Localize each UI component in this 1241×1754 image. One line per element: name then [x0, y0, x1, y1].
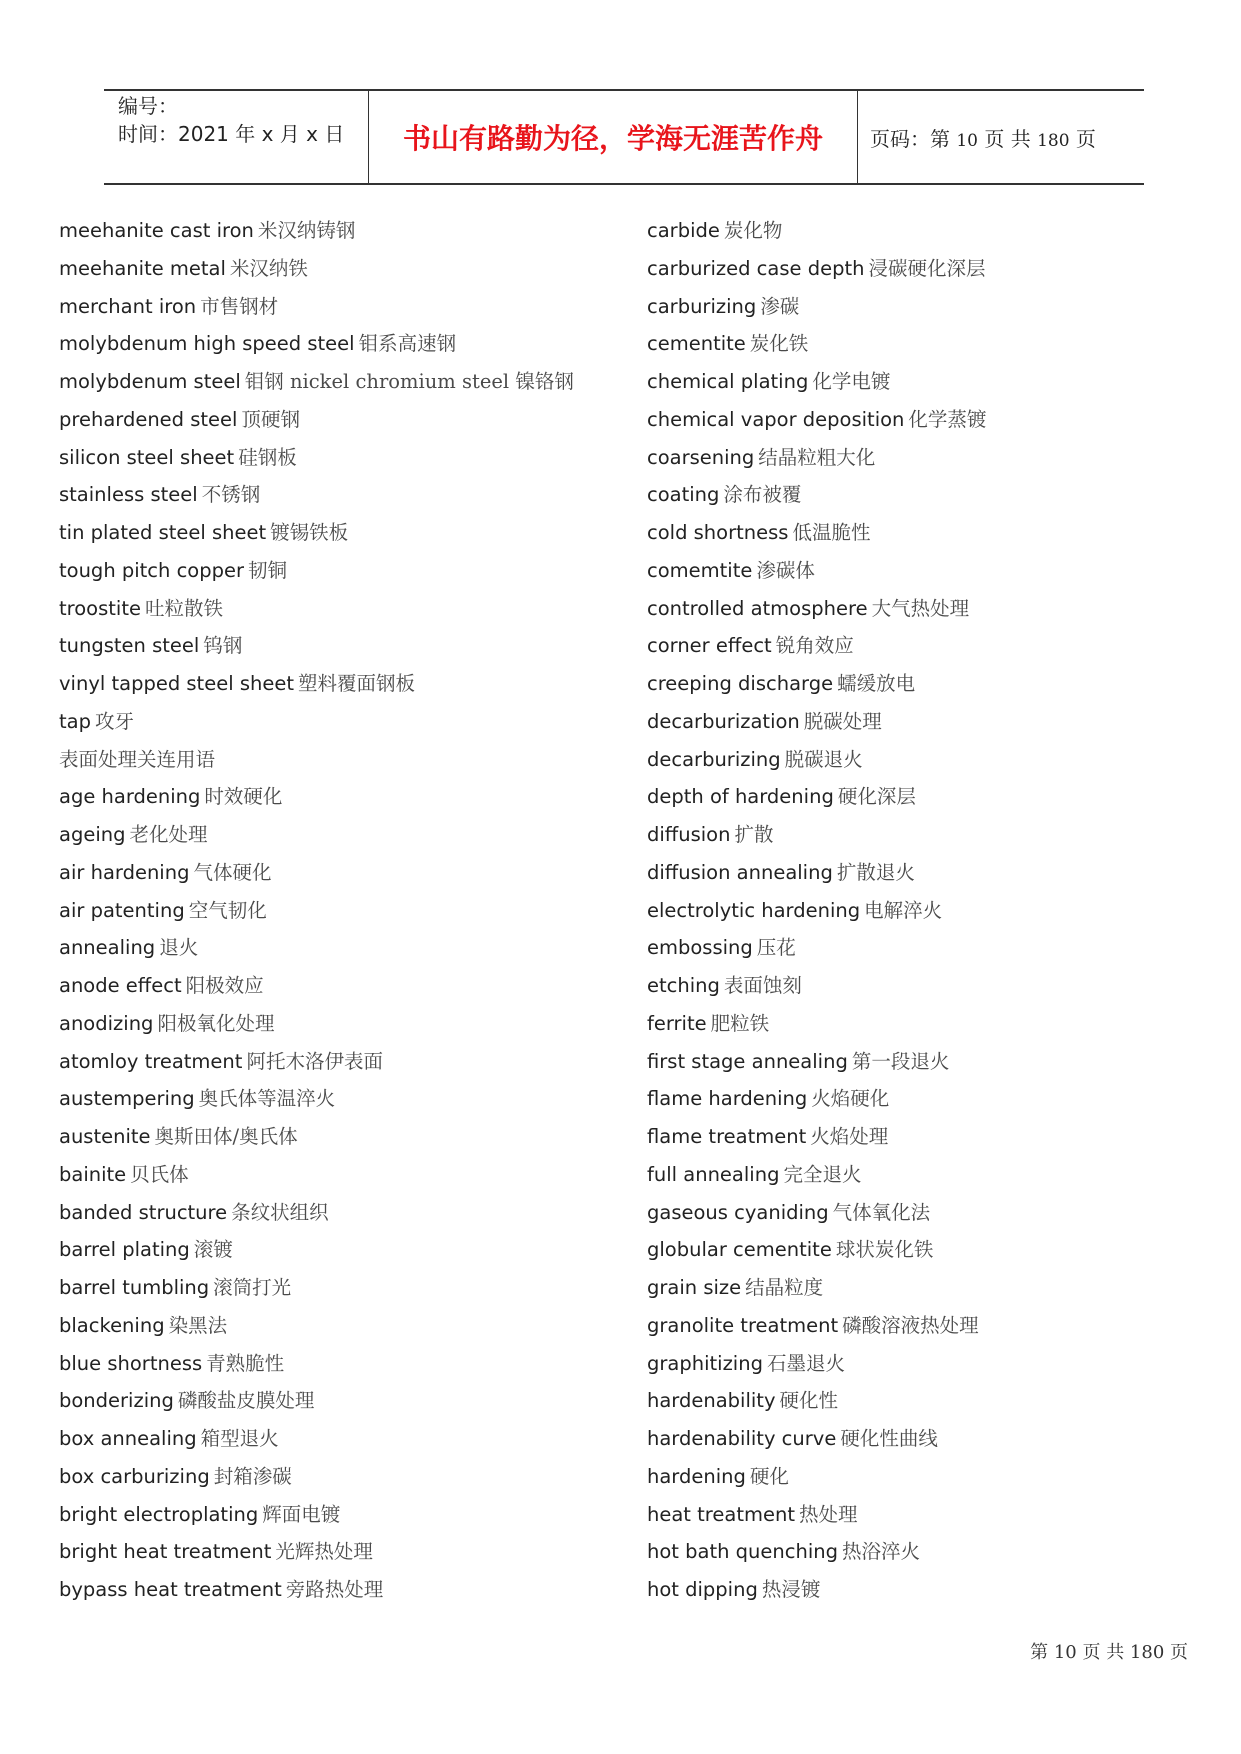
glossary-entry — [647, 1080, 1207, 1118]
term-chinese: 磷酸盐皮膜处理 — [177, 1389, 315, 1413]
term-chinese: 奥斯田体/奥氏体 — [154, 1125, 298, 1148]
term-chinese: 球状炭化铁 — [835, 1238, 934, 1262]
term-english: tungsten steel — [59, 634, 200, 658]
term-english: ageing — [59, 823, 126, 846]
document-date: 时间：2021 年 x 月 x 日 — [118, 122, 345, 146]
glossary-entry — [59, 778, 619, 816]
glossary-entry — [647, 892, 1207, 930]
term-chinese: 完全退火 — [783, 1162, 862, 1186]
term-english: carburized case depth — [647, 256, 865, 280]
glossary-entry — [647, 1420, 1207, 1458]
term-chinese: 肥粒铁 — [710, 1011, 770, 1035]
term-chinese: 钨钢 — [203, 634, 243, 658]
term-english: hardenability curve — [647, 1427, 837, 1450]
term-english: vinyl tapped steel sheet — [59, 672, 294, 695]
term-english: first stage annealing — [647, 1049, 848, 1073]
term-english: banded structure — [59, 1200, 228, 1224]
term-english: air patenting — [59, 898, 185, 922]
glossary-entry — [59, 476, 619, 514]
term-english: coating — [647, 483, 720, 507]
term-english: atomloy treatment — [59, 1049, 243, 1073]
term-chinese: 炭化物 — [723, 219, 783, 242]
glossary-entry — [647, 1307, 1207, 1345]
glossary-entry — [59, 665, 619, 703]
glossary-entry — [647, 1458, 1207, 1496]
term-chinese: 空气韧化 — [188, 898, 267, 922]
term-english: meehanite cast iron — [59, 219, 254, 242]
term-chinese: 化学电镀 — [812, 370, 891, 393]
glossary-entry — [647, 439, 1207, 477]
glossary-entry — [647, 212, 1207, 250]
term-chinese: 阿托木洛伊表面 — [246, 1049, 383, 1073]
glossary-entry — [59, 363, 619, 401]
term-chinese: 火焰硬化 — [811, 1087, 890, 1111]
term-english: barrel tumbling — [59, 1276, 210, 1299]
term-english: troostite — [59, 596, 141, 620]
term-chinese: 热处理 — [798, 1502, 858, 1526]
term-chinese: 滚镀 — [193, 1238, 233, 1262]
term-english: age hardening — [59, 785, 201, 809]
term-chinese: 染黑法 — [168, 1313, 228, 1337]
glossary-entry — [647, 250, 1207, 288]
glossary-entry — [647, 1533, 1207, 1571]
term-chinese: 塑料覆面钢板 — [297, 672, 415, 695]
glossary-entry — [647, 967, 1207, 1005]
term-chinese: 硬化 — [749, 1464, 789, 1488]
glossary-entry — [647, 590, 1207, 628]
term-chinese: 表面蚀刻 — [723, 974, 802, 997]
term-english: embossing — [647, 936, 753, 960]
term-english: bainite — [59, 1162, 127, 1186]
term-chinese: 钼系高速钢 — [358, 332, 457, 356]
glossary-right-column — [647, 212, 1207, 1609]
term-chinese: 第一段退火 — [851, 1049, 950, 1073]
term-chinese: 阳极氧化处理 — [157, 1011, 275, 1035]
term-chinese: 米汉纳铸钢 — [257, 219, 356, 242]
term-chinese: 低温脆性 — [792, 521, 871, 544]
glossary-entry — [647, 552, 1207, 590]
glossary-entry — [647, 363, 1207, 401]
term-chinese: 大气热处理 — [871, 596, 970, 620]
term-english: carbide — [647, 219, 720, 242]
glossary-entry — [59, 1194, 619, 1232]
term-chinese: 硬化深层 — [837, 785, 916, 809]
glossary-entry — [59, 288, 619, 326]
term-english: prehardened steel — [59, 407, 238, 431]
term-english: silicon steel sheet — [59, 445, 235, 469]
glossary-entry — [59, 1005, 619, 1043]
term-chinese: 涂布被覆 — [723, 483, 802, 507]
glossary-entry — [647, 1496, 1207, 1534]
glossary-entry — [59, 1043, 619, 1081]
term-english: molybdenum high speed steel — [59, 332, 355, 356]
term-chinese: 气体氧化法 — [832, 1200, 931, 1224]
glossary-entry — [647, 401, 1207, 439]
header-motto-cell — [369, 91, 858, 183]
term-english: anodizing — [59, 1011, 154, 1035]
page-footer: 第 10 页 共 180 页 — [1030, 1642, 1188, 1663]
term-chinese: 渗碳体 — [756, 558, 815, 582]
term-english: diffusion — [647, 823, 731, 846]
glossary-entry — [59, 816, 619, 854]
term-chinese: 韧铜 — [248, 558, 288, 582]
term-chinese: 阳极效应 — [185, 974, 264, 997]
term-english: hardening — [647, 1464, 746, 1488]
term-english: tin plated steel sheet — [59, 521, 267, 544]
glossary-entry — [59, 967, 619, 1005]
glossary-entry — [647, 325, 1207, 363]
term-chinese: 浸碳硬化深层 — [868, 256, 986, 280]
glossary-entry — [59, 514, 619, 552]
term-chinese: 奥氏体等温淬火 — [198, 1087, 336, 1111]
term-chinese: 硬化性 — [779, 1389, 838, 1413]
glossary-entry — [647, 741, 1207, 779]
term-english: grain size — [647, 1276, 742, 1299]
glossary-entry — [647, 1118, 1207, 1156]
glossary-entry — [647, 627, 1207, 665]
glossary-entry — [59, 929, 619, 967]
term-chinese: 蠕缓放电 — [837, 672, 916, 695]
term-english: bright electroplating — [59, 1502, 259, 1526]
term-english: diffusion annealing — [647, 860, 833, 884]
term-english: box annealing — [59, 1427, 197, 1450]
term-english: hot bath quenching — [647, 1540, 838, 1564]
term-chinese: 磷酸溶液热处理 — [842, 1313, 979, 1337]
term-chinese: 光辉热处理 — [275, 1540, 373, 1564]
term-english: bypass heat treatment — [59, 1578, 282, 1601]
term-chinese: 脱碳处理 — [803, 709, 882, 733]
glossary-entry — [647, 929, 1207, 967]
term-english: flame hardening — [647, 1087, 808, 1111]
glossary-entry — [647, 1345, 1207, 1383]
term-chinese: 老化处理 — [129, 823, 208, 846]
term-chinese: 箱型退火 — [200, 1427, 279, 1450]
glossary-entry — [59, 1118, 619, 1156]
glossary-entry — [59, 1382, 619, 1420]
term-english: blackening — [59, 1313, 165, 1337]
term-english: barrel plating — [59, 1238, 190, 1262]
term-chinese: 压花 — [756, 936, 796, 960]
term-english: austempering — [59, 1087, 195, 1111]
glossary-entry — [647, 1382, 1207, 1420]
term-english: comemtite — [647, 558, 753, 582]
glossary-entry — [647, 1005, 1207, 1043]
term-english: hot dipping — [647, 1578, 758, 1601]
term-english: carburizing — [647, 294, 757, 318]
glossary-entry — [647, 1043, 1207, 1081]
term-english: meehanite metal — [59, 256, 226, 280]
term-english: merchant iron — [59, 294, 197, 318]
term-chinese: 石墨退火 — [766, 1351, 845, 1375]
term-chinese: 炭化铁 — [749, 332, 809, 356]
term-english: decarburizing — [647, 747, 781, 771]
glossary-entry — [59, 1420, 619, 1458]
header-page-cell — [858, 91, 1144, 183]
glossary-entry — [59, 1345, 619, 1383]
term-english: graphitizing — [647, 1351, 763, 1375]
term-chinese: 退火 — [159, 936, 199, 960]
glossary-entry — [59, 703, 619, 741]
term-chinese: 吐粒散铁 — [144, 596, 223, 620]
term-chinese: 硬化性曲线 — [840, 1427, 938, 1450]
glossary-entry — [59, 1231, 619, 1269]
glossary-entry — [59, 552, 619, 590]
glossary-entry — [59, 1156, 619, 1194]
term-english: creeping discharge — [647, 672, 834, 695]
section-heading-text: 表面处理关连用语 — [59, 747, 216, 771]
term-chinese: 滚筒打光 — [213, 1276, 292, 1299]
glossary-entry — [59, 1307, 619, 1345]
term-english: electrolytic hardening — [647, 898, 861, 922]
term-english: austenite — [59, 1125, 151, 1148]
term-english: globular cementite — [647, 1238, 832, 1262]
glossary-entry — [647, 1231, 1207, 1269]
term-english: air hardening — [59, 860, 190, 884]
term-chinese: 辉面电镀 — [262, 1502, 341, 1526]
term-english: anode effect — [59, 974, 182, 997]
glossary-entry — [59, 1496, 619, 1534]
header-page-number: 页码：第 10 页 共 180 页 — [870, 126, 1096, 151]
term-chinese: 火焰处理 — [810, 1125, 889, 1148]
term-chinese: 市售钢材 — [200, 294, 279, 318]
term-english: heat treatment — [647, 1502, 795, 1526]
term-chinese: 青熟脆性 — [206, 1351, 285, 1375]
glossary-left-column — [59, 212, 619, 1609]
term-english: cold shortness — [647, 521, 789, 544]
term-chinese: 硅钢板 — [238, 445, 297, 469]
glossary-entry — [59, 325, 619, 363]
term-english: depth of hardening — [647, 785, 834, 809]
term-english: coarsening — [647, 445, 755, 469]
term-chinese: 锐角效应 — [775, 634, 854, 658]
glossary-entry — [59, 1571, 619, 1609]
glossary-entry — [59, 1458, 619, 1496]
term-english: cementite — [647, 332, 746, 356]
glossary-entry — [59, 250, 619, 288]
glossary-entry — [647, 1269, 1207, 1307]
term-chinese: 条纹状组织 — [231, 1200, 329, 1224]
glossary-entry — [647, 514, 1207, 552]
term-english: ferrite — [647, 1011, 707, 1035]
section-heading — [59, 741, 619, 779]
glossary-entry — [59, 854, 619, 892]
term-chinese: 米汉纳铁 — [229, 256, 308, 280]
term-english: etching — [647, 974, 720, 997]
header-info-cell — [104, 91, 369, 183]
term-english: molybdenum steel — [59, 370, 241, 393]
glossary-entry — [647, 816, 1207, 854]
glossary-entry — [59, 1080, 619, 1118]
term-chinese: 热浸镀 — [761, 1578, 821, 1601]
glossary-entry — [59, 1269, 619, 1307]
term-chinese: 钼钢 nickel chromium steel 镍铬钢 — [244, 370, 574, 393]
term-english: blue shortness — [59, 1351, 203, 1375]
glossary-entry — [59, 439, 619, 477]
term-chinese: 镀锡铁板 — [270, 521, 349, 544]
glossary-entry — [59, 401, 619, 439]
header-motto: 书山有路勤为径，学海无涯苦作舟 — [402, 122, 823, 155]
page-header — [104, 89, 1144, 185]
term-chinese: 化学蒸镀 — [908, 407, 987, 431]
term-english: decarburization — [647, 709, 800, 733]
glossary-entry — [647, 778, 1207, 816]
term-english: granolite treatment — [647, 1313, 839, 1337]
term-chinese: 攻牙 — [94, 709, 134, 733]
glossary-entry — [59, 627, 619, 665]
term-chinese: 脱碳退火 — [784, 747, 863, 771]
term-english: controlled atmosphere — [647, 596, 868, 620]
term-english: flame treatment — [647, 1125, 807, 1148]
term-english: hardenability — [647, 1389, 776, 1413]
glossary-entry — [647, 854, 1207, 892]
glossary-entry — [647, 665, 1207, 703]
document-number-label: 编号： — [118, 94, 178, 118]
term-english: tough pitch copper — [59, 558, 245, 582]
term-english: box carburizing — [59, 1464, 210, 1488]
term-chinese: 扩散退火 — [836, 860, 915, 884]
term-chinese: 气体硬化 — [193, 860, 272, 884]
term-chinese: 旁路热处理 — [285, 1578, 384, 1601]
glossary-entry — [647, 288, 1207, 326]
glossary-entry — [59, 212, 619, 250]
term-chinese: 结晶粒度 — [745, 1276, 824, 1299]
term-chinese: 顶硬钢 — [241, 407, 300, 431]
term-chinese: 贝氏体 — [130, 1162, 189, 1186]
term-chinese: 封箱渗碳 — [213, 1464, 292, 1488]
glossary-entry — [647, 476, 1207, 514]
term-chinese: 时效硬化 — [204, 785, 283, 809]
term-english: bonderizing — [59, 1389, 174, 1413]
term-english: tap — [59, 709, 91, 733]
glossary-entry — [647, 1571, 1207, 1609]
term-chinese: 结晶粒粗大化 — [758, 445, 876, 469]
term-english: stainless steel — [59, 483, 198, 507]
glossary-entry — [647, 1156, 1207, 1194]
glossary-entry — [59, 892, 619, 930]
glossary-entry — [647, 1194, 1207, 1232]
glossary-entry — [59, 1533, 619, 1571]
term-english: gaseous cyaniding — [647, 1200, 829, 1224]
glossary-entry — [59, 590, 619, 628]
glossary-entry — [647, 703, 1207, 741]
term-chinese: 电解淬火 — [864, 898, 943, 922]
term-english: chemical plating — [647, 370, 809, 393]
term-english: chemical vapor deposition — [647, 407, 905, 431]
term-chinese: 扩散 — [734, 823, 774, 846]
term-chinese: 渗碳 — [760, 294, 800, 318]
term-english: corner effect — [647, 634, 772, 658]
term-chinese: 不锈钢 — [201, 483, 261, 507]
term-english: bright heat treatment — [59, 1540, 272, 1564]
term-chinese: 热浴淬火 — [842, 1540, 921, 1564]
term-english: full annealing — [647, 1162, 780, 1186]
term-english: annealing — [59, 936, 156, 960]
